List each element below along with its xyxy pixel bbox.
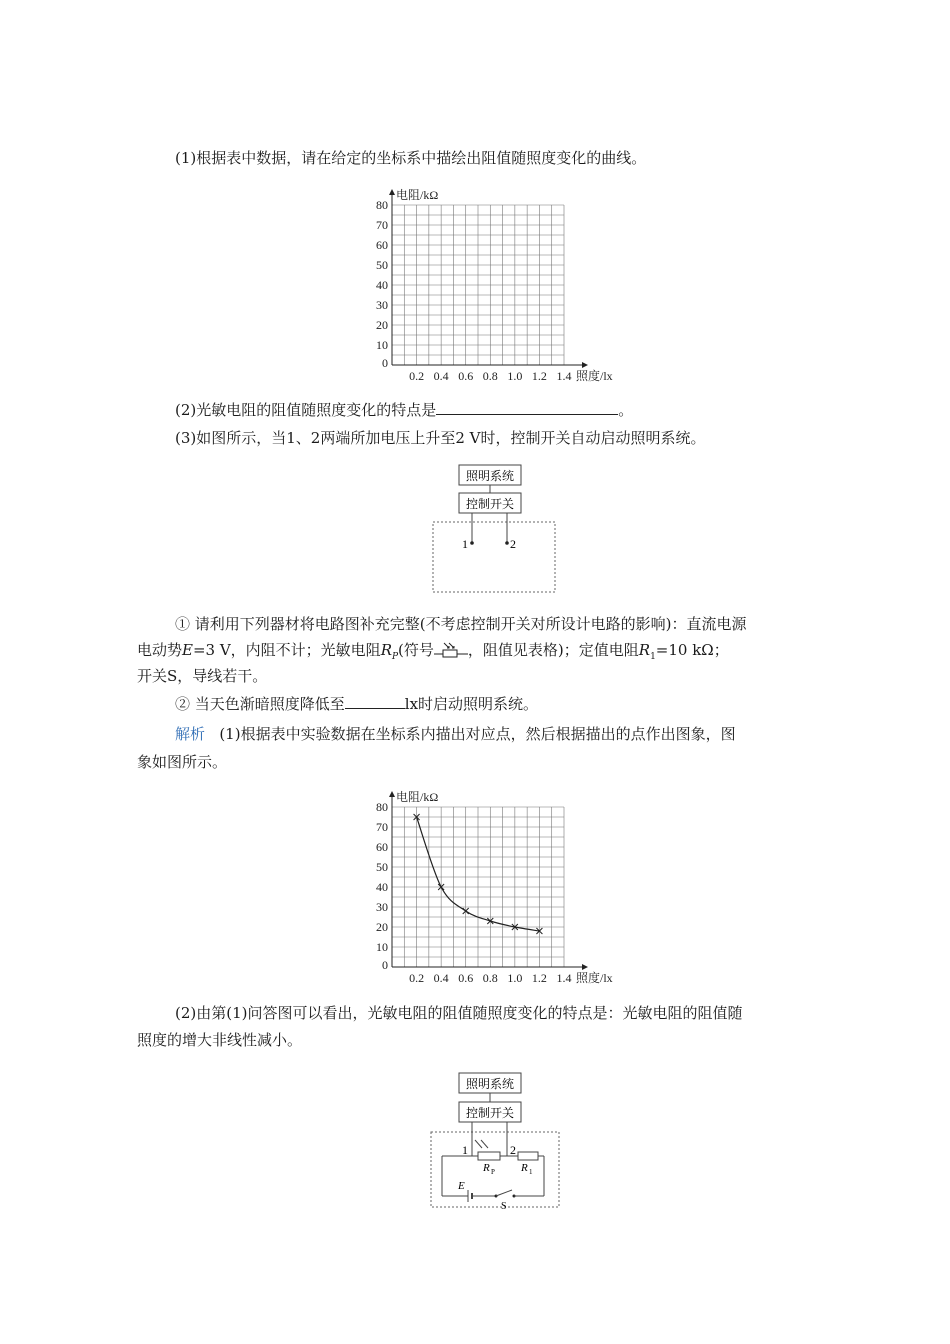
origin-label: 0	[382, 356, 388, 370]
switch-blade	[496, 1190, 512, 1196]
rp-label-sub: P	[491, 1168, 495, 1176]
emf-label: E	[458, 1180, 465, 1192]
lighting-system-label: 照明系统	[465, 1077, 515, 1091]
x-tick-label: 0.8	[482, 971, 498, 985]
terminal-2-dot	[505, 541, 509, 545]
y-axis-arrow	[389, 791, 395, 797]
y-axis-arrow	[389, 189, 395, 195]
question-2-text: (2)光敏电阻的阻值随照度变化的特点是	[175, 401, 437, 419]
sub-question-2-end: lx时启动照明系统。	[404, 695, 539, 713]
circuit-dashed-box	[433, 522, 555, 592]
control-diagram-2	[420, 1068, 570, 1213]
question-2-end: 。	[618, 401, 634, 419]
answer-2-line1: (2)由第(1)问答图可以看出，光敏电阻的阻值随照度变化的特点是：光敏电阻的阻值随	[175, 1004, 743, 1022]
terminal-1-dot	[470, 541, 474, 545]
y-tick-label: 20	[376, 920, 388, 934]
photoresistor-symbol-icon	[434, 642, 468, 658]
answer-2-line2: 照度的增大非线性减小。	[137, 1031, 303, 1049]
sub-question-1-line1: ① 请利用下列器材将电路图补充完整(不考虑控制开关对所设计电路的影响)：直流电源	[175, 615, 747, 633]
y-axis-label: 电阻/kΩ	[396, 790, 439, 804]
x-tick-label: 1.2	[531, 369, 547, 383]
text-seg: =3 V，内阻不计；光敏电阻	[192, 641, 381, 659]
sub-question-2-text: ② 当天色渐暗照度降低至	[175, 695, 345, 713]
y-axis-label: 电阻/kΩ	[396, 188, 439, 202]
y-tick-label: 80	[376, 800, 388, 814]
y-tick-label: 60	[376, 840, 388, 854]
control-switch-label: 控制开关	[465, 497, 515, 511]
switch-label: S	[501, 1201, 507, 1212]
empty-resistance-grid-chart	[350, 183, 630, 388]
analysis-text: (1)根据表中实验数据在坐标系内描出对应点，然后根据描出的点作出图象，图	[219, 725, 736, 743]
terminal-2-label: 2	[510, 1143, 516, 1157]
x-tick-label: 0.8	[482, 369, 498, 383]
text-seg: (符号	[398, 641, 434, 659]
analysis-line1	[175, 724, 736, 744]
x-tick-label: 0.2	[409, 369, 425, 383]
x-tick-label: 1.0	[507, 369, 523, 383]
x-axis-label: 照度/lx	[576, 971, 613, 985]
photoresistor-rp	[478, 1152, 500, 1160]
x-tick-label: 0.6	[458, 971, 474, 985]
y-tick-label: 40	[376, 278, 388, 292]
control-switch-label: 控制开关	[465, 1106, 515, 1120]
light-arrow	[481, 1140, 488, 1148]
x-tick-label: 0.6	[458, 369, 474, 383]
resistor-r1	[518, 1152, 538, 1160]
x-tick-label: 1.0	[507, 971, 523, 985]
terminal-1-label: 1	[462, 1143, 468, 1157]
x-tick-label: 0.2	[409, 971, 425, 985]
analysis-line2: 象如图所示。	[137, 753, 228, 771]
terminal-1-label: 1	[462, 537, 468, 551]
y-tick-label: 30	[376, 900, 388, 914]
analysis-label: 解析	[175, 725, 206, 743]
y-tick-label: 50	[376, 860, 388, 874]
text-seg: =10 kΩ；	[655, 641, 729, 659]
r1-label-sub: 1	[529, 1168, 533, 1176]
control-diagram-1	[420, 460, 570, 600]
r1-symbol: R	[638, 641, 651, 659]
y-tick-label: 30	[376, 298, 388, 312]
y-tick-label: 20	[376, 318, 388, 332]
x-tick-label: 0.4	[433, 369, 449, 383]
text-seg: ，阻值见表格)；定值电阻	[467, 641, 639, 659]
rp-label: R	[483, 1162, 490, 1174]
question-1-text: (1)根据表中数据，请在给定的坐标系中描绘出阻值随照度变化的曲线。	[175, 149, 647, 167]
x-axis-arrow	[582, 964, 588, 970]
lighting-system-label: 照明系统	[465, 469, 515, 483]
answer-blank-1[interactable]	[436, 400, 618, 415]
y-tick-label: 70	[376, 820, 388, 834]
y-tick-label: 10	[376, 338, 388, 352]
sub-question-1-line3: 开关S，导线若干。	[137, 667, 268, 685]
x-tick-label: 1.4	[556, 971, 572, 985]
y-tick-label: 60	[376, 238, 388, 252]
x-tick-label: 1.2	[531, 971, 547, 985]
sub-question-1-line2	[137, 640, 729, 667]
r1-label: R	[521, 1162, 528, 1174]
x-axis-label: 照度/lx	[576, 369, 613, 383]
question-3-text: (3)如图所示，当1、2两端所加电压上升至2 V时，控制开关自动启动照明系统。	[175, 429, 706, 447]
sub-question-2	[175, 694, 538, 714]
y-tick-label: 40	[376, 880, 388, 894]
y-tick-label: 80	[376, 198, 388, 212]
answer-blank-2[interactable]	[345, 694, 405, 709]
y-tick-label: 50	[376, 258, 388, 272]
terminal-2-label: 2	[510, 537, 516, 551]
y-tick-label: 10	[376, 940, 388, 954]
text-seg: 电动势	[137, 641, 183, 659]
r1-subscript: 1	[650, 652, 656, 662]
light-arrow	[475, 1140, 482, 1148]
emf-symbol: E	[182, 641, 193, 659]
x-tick-label: 1.4	[556, 369, 572, 383]
rp-subscript: P	[391, 652, 399, 662]
y-tick-label: 70	[376, 218, 388, 232]
origin-label: 0	[382, 958, 388, 972]
rp-symbol: R	[380, 641, 392, 659]
resistance-vs-illuminance-chart	[350, 785, 630, 990]
question-2	[175, 400, 633, 420]
x-axis-arrow	[582, 362, 588, 368]
x-tick-label: 0.4	[433, 971, 449, 985]
